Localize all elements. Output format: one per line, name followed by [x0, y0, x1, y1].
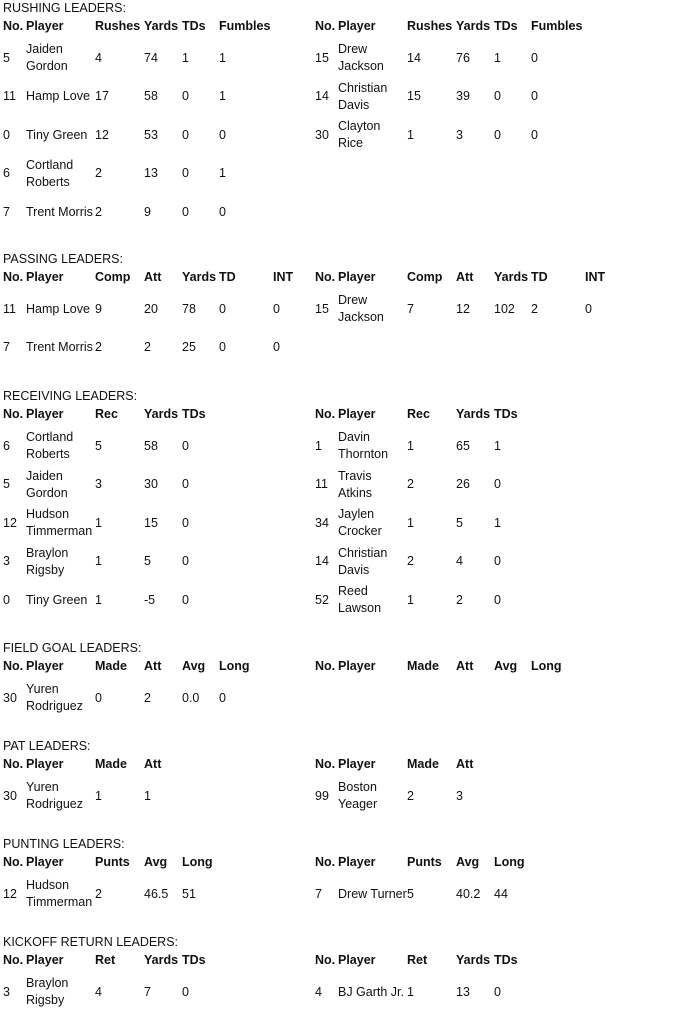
cell-no: 0 [3, 127, 10, 142]
cell-player: Hamp Love [26, 301, 90, 316]
cell-player: Hudson Timmerman [26, 878, 93, 909]
cell-player: Drew Jackson [338, 293, 384, 324]
cell-comp: 2 [95, 340, 102, 354]
column-header-yards: Yards [494, 270, 529, 284]
table-row [3, 39, 303, 77]
column-header-punts: Punts [407, 855, 442, 869]
column-header-player: Player [26, 407, 64, 421]
cell-no: 30 [3, 788, 17, 803]
cell-yards: 26 [456, 477, 470, 491]
cell-yards: 65 [456, 438, 470, 453]
cell-rushes: 14 [407, 50, 421, 65]
cell-no: 7 [315, 886, 322, 901]
cell-yards: 39 [456, 89, 470, 103]
column-header-rec: Rec [95, 407, 118, 421]
cell-yards: 30 [144, 477, 158, 491]
cell-avg: 40.2 [456, 886, 481, 901]
cell-rec: 3 [95, 477, 102, 491]
cell-int: 0 [273, 340, 280, 354]
cell-no: 6 [3, 438, 10, 453]
column-header-player: Player [26, 659, 64, 673]
table-row [3, 504, 303, 542]
cell-tds: 0 [494, 984, 501, 999]
column-header-no: No. [3, 659, 24, 673]
column-header-avg: Avg [182, 659, 206, 673]
column-header-att: Att [456, 270, 474, 284]
cell-player: Christian Davis [338, 545, 388, 577]
section-title: PAT LEADERS: [3, 739, 91, 753]
cell-yards: 15 [144, 515, 158, 530]
table-row [315, 504, 615, 542]
column-header-fumbles: Fumbles [531, 19, 583, 33]
table-row [315, 39, 615, 77]
column-header-no: No. [315, 855, 336, 869]
table-row [315, 543, 615, 581]
cell-avg: 46.5 [144, 886, 169, 901]
cell-rushes: 15 [407, 89, 421, 103]
cell-player: Jaiden Gordon [26, 42, 68, 73]
cell-yards: 58 [144, 438, 158, 453]
cell-no: 30 [315, 127, 329, 142]
cell-rushes: 2 [95, 204, 102, 219]
cell-rec: 1 [95, 515, 102, 530]
cell-no: 12 [3, 515, 17, 530]
section-title: RUSHING LEADERS: [3, 1, 126, 15]
cell-player: Trent Morris [26, 340, 93, 354]
cell-player: Clayton Rice [338, 119, 381, 150]
column-header-player: Player [26, 757, 64, 771]
cell-player: Hudson Timmerman [26, 507, 93, 538]
cell-tds: 0 [494, 89, 501, 103]
column-header-tds: TDs [494, 407, 518, 421]
column-header-long: Long [531, 659, 562, 673]
cell-rushes: 4 [95, 50, 102, 65]
column-header-ret: Ret [407, 953, 428, 967]
column-header-made: Made [95, 757, 127, 771]
cell-player: Jaiden Gordon [26, 468, 68, 500]
cell-yards: 3 [456, 127, 463, 142]
cell-tds: 0 [494, 477, 501, 491]
cell-ret: 4 [95, 984, 102, 999]
column-header-comp: Comp [407, 270, 443, 284]
cell-no: 15 [315, 50, 329, 65]
cell-fumbles: 0 [219, 204, 226, 219]
cell-td: 0 [219, 340, 226, 354]
column-header-player: Player [26, 953, 64, 967]
cell-no: 0 [3, 592, 10, 607]
cell-yards: 9 [144, 204, 151, 219]
cell-no: 34 [315, 515, 329, 530]
cell-made: 0 [95, 690, 102, 705]
column-header-player: Player [338, 659, 376, 673]
table-row [315, 875, 615, 913]
column-header-comp: Comp [95, 270, 131, 284]
cell-yards: 13 [456, 984, 470, 999]
cell-no: 7 [3, 204, 10, 219]
table-row [3, 875, 303, 913]
column-header-no: No. [315, 19, 336, 33]
cell-rec: 1 [95, 592, 102, 607]
cell-att: 1 [144, 788, 151, 803]
column-header-yards: Yards [182, 270, 217, 284]
cell-long: 51 [182, 886, 196, 901]
cell-rec: 2 [407, 477, 414, 491]
column-header-player: Player [26, 19, 64, 33]
cell-player: Braylon Rigsby [26, 976, 69, 1007]
column-header-no: No. [315, 659, 336, 673]
table-row [315, 581, 615, 619]
cell-tds: 0 [494, 127, 501, 142]
cell-made: 2 [407, 788, 414, 803]
column-header-avg: Avg [494, 659, 518, 673]
column-header-int: INT [585, 270, 606, 284]
column-header-att: Att [144, 757, 162, 771]
section-title: PUNTING LEADERS: [3, 837, 125, 851]
cell-no: 12 [3, 886, 17, 901]
cell-player: Drew Jackson [338, 42, 384, 73]
cell-no: 11 [315, 477, 328, 491]
cell-punts: 5 [407, 886, 414, 901]
cell-player: Tiny Green [26, 592, 88, 607]
table-row [3, 155, 303, 193]
column-header-punts: Punts [95, 855, 130, 869]
column-header-no: No. [315, 953, 336, 967]
column-header-avg: Avg [456, 855, 480, 869]
column-header-tds: TDs [182, 407, 206, 421]
cell-yards: 78 [182, 301, 196, 316]
table-row [3, 777, 303, 815]
cell-no: 4 [315, 984, 322, 999]
column-header-made: Made [95, 659, 127, 673]
column-header-att: Att [144, 659, 162, 673]
table-row [3, 193, 303, 231]
cell-long: 0 [219, 690, 226, 705]
cell-comp: 9 [95, 301, 102, 316]
column-header-att: Att [144, 270, 162, 284]
column-header-td: TD [531, 270, 548, 284]
cell-yards: 102 [494, 301, 515, 316]
cell-no: 14 [315, 554, 329, 568]
cell-tds: 0 [182, 127, 189, 142]
cell-tds: 1 [182, 50, 189, 65]
column-header-no: No. [3, 270, 24, 284]
column-header-int: INT [273, 270, 294, 284]
cell-tds: 0 [494, 554, 501, 568]
cell-rec: 1 [407, 515, 414, 530]
cell-player: Yuren Rodriguez [26, 682, 83, 713]
cell-rec: 2 [407, 554, 414, 568]
cell-tds: 0 [182, 554, 189, 568]
column-header-made: Made [407, 757, 439, 771]
column-header-td: TD [219, 270, 236, 284]
column-header-yards: Yards [456, 407, 491, 421]
cell-no: 11 [3, 301, 16, 316]
column-header-tds: TDs [182, 953, 206, 967]
cell-fumbles: 1 [219, 166, 226, 180]
column-header-no: No. [315, 757, 336, 771]
cell-player: Yuren Rodriguez [26, 780, 83, 811]
cell-yards: 7 [144, 984, 151, 999]
cell-comp: 7 [407, 301, 414, 316]
column-header-player: Player [338, 270, 376, 284]
column-header-att: Att [456, 757, 474, 771]
table-row [315, 973, 615, 1011]
table-row [315, 290, 615, 328]
cell-yards: 74 [144, 50, 158, 65]
cell-yards: 2 [456, 592, 463, 607]
cell-no: 5 [3, 477, 10, 491]
cell-rushes: 12 [95, 127, 109, 142]
table-row [3, 581, 303, 619]
cell-tds: 0 [182, 204, 189, 219]
column-header-made: Made [407, 659, 439, 673]
cell-made: 1 [95, 788, 102, 803]
cell-player: Cortland Roberts [26, 157, 74, 189]
cell-fumbles: 0 [531, 127, 538, 142]
table-row [3, 679, 303, 717]
cell-tds: 1 [494, 515, 501, 530]
cell-int: 0 [585, 301, 592, 316]
cell-no: 30 [3, 690, 17, 705]
table-row [3, 973, 303, 1011]
column-header-att: Att [456, 659, 474, 673]
cell-no: 99 [315, 788, 329, 803]
column-header-yards: Yards [144, 19, 179, 33]
column-header-fumbles: Fumbles [219, 19, 271, 33]
column-header-long: Long [494, 855, 525, 869]
column-header-no: No. [3, 19, 24, 33]
cell-long: 44 [494, 886, 508, 901]
cell-rec: 5 [95, 438, 102, 453]
cell-yards: 4 [456, 554, 463, 568]
cell-fumbles: 1 [219, 50, 226, 65]
table-row [315, 466, 615, 504]
cell-no: 3 [3, 984, 10, 999]
cell-yards: 25 [182, 340, 196, 354]
cell-rec: 1 [407, 438, 414, 453]
section-title: FIELD GOAL LEADERS: [3, 641, 142, 655]
column-header-ret: Ret [95, 953, 116, 967]
cell-avg: 0.0 [182, 690, 200, 705]
cell-td: 2 [531, 301, 538, 316]
column-header-yards: Yards [144, 407, 179, 421]
cell-player: Boston Yeager [338, 780, 378, 811]
cell-yards: 5 [456, 515, 463, 530]
cell-tds: 0 [182, 515, 189, 530]
cell-tds: 1 [494, 50, 501, 65]
cell-no: 15 [315, 301, 329, 316]
cell-player: Braylon Rigsby [26, 545, 69, 577]
cell-player: Jaylen Crocker [338, 507, 382, 538]
cell-fumbles: 0 [219, 127, 226, 142]
cell-player: Reed Lawson [338, 584, 382, 615]
column-header-player: Player [26, 270, 64, 284]
cell-tds: 0 [182, 166, 189, 180]
table-row [3, 543, 303, 581]
cell-no: 5 [3, 50, 10, 65]
cell-tds: 0 [182, 89, 189, 103]
cell-player: Tiny Green [26, 127, 88, 142]
cell-no: 52 [315, 592, 329, 607]
column-header-no: No. [315, 270, 336, 284]
column-header-avg: Avg [144, 855, 168, 869]
cell-tds: 0 [182, 438, 189, 453]
cell-att: 20 [144, 301, 158, 316]
table-row [315, 78, 615, 116]
column-header-player: Player [338, 19, 376, 33]
cell-att: 2 [144, 340, 151, 354]
cell-player: Christian Davis [338, 80, 388, 112]
cell-fumbles: 1 [219, 89, 226, 103]
cell-yards: 76 [456, 50, 470, 65]
cell-player: Cortland Roberts [26, 430, 74, 461]
cell-no: 7 [3, 340, 10, 354]
table-row [315, 427, 615, 465]
cell-rushes: 1 [407, 127, 414, 142]
cell-player: Trent Morris [26, 204, 93, 219]
column-header-player: Player [338, 757, 376, 771]
cell-player: Drew Turner [338, 886, 407, 901]
column-header-tds: TDs [494, 953, 518, 967]
cell-ret: 1 [407, 984, 414, 999]
cell-fumbles: 0 [531, 89, 538, 103]
column-header-no: No. [3, 953, 24, 967]
column-header-no: No. [3, 855, 24, 869]
cell-yards: 58 [144, 89, 158, 103]
cell-player: Travis Atkins [338, 468, 373, 500]
column-header-player: Player [338, 855, 376, 869]
table-row [3, 116, 303, 154]
table-row [3, 329, 303, 367]
cell-tds: 0 [182, 477, 189, 491]
cell-att: 3 [456, 788, 463, 803]
cell-tds: 0 [494, 592, 501, 607]
section-title: PASSING LEADERS: [3, 252, 123, 266]
cell-no: 14 [315, 89, 329, 103]
cell-yards: -5 [144, 592, 156, 607]
cell-no: 1 [315, 438, 322, 453]
column-header-rec: Rec [407, 407, 430, 421]
cell-yards: 5 [144, 554, 151, 568]
column-header-yards: Yards [456, 19, 491, 33]
table-row [3, 78, 303, 116]
section-title: RECEIVING LEADERS: [3, 389, 138, 403]
cell-rec: 1 [407, 592, 414, 607]
cell-att: 2 [144, 690, 151, 705]
section-title: KICKOFF RETURN LEADERS: [3, 935, 179, 949]
table-row [3, 427, 303, 465]
cell-tds: 0 [182, 984, 189, 999]
column-header-rushes: Rushes [407, 19, 453, 33]
cell-att: 12 [456, 301, 470, 316]
table-row [3, 466, 303, 504]
column-header-tds: TDs [494, 19, 518, 33]
column-header-no: No. [3, 407, 24, 421]
column-header-player: Player [338, 407, 376, 421]
table-row [315, 116, 615, 154]
column-header-player: Player [338, 953, 376, 967]
column-header-no: No. [3, 757, 24, 771]
column-header-no: No. [315, 407, 336, 421]
column-header-rushes: Rushes [95, 19, 141, 33]
cell-player: Hamp Love [26, 89, 90, 103]
cell-int: 0 [273, 301, 280, 316]
column-header-long: Long [182, 855, 213, 869]
cell-rushes: 17 [95, 89, 109, 103]
cell-yards: 53 [144, 127, 158, 142]
table-row [3, 290, 303, 328]
table-row [315, 777, 615, 815]
column-header-long: Long [219, 659, 250, 673]
column-header-player: Player [26, 855, 64, 869]
cell-tds: 0 [182, 592, 189, 607]
cell-yards: 13 [144, 166, 158, 180]
cell-no: 11 [3, 89, 16, 103]
cell-td: 0 [219, 301, 226, 316]
cell-no: 3 [3, 554, 10, 568]
cell-rec: 1 [95, 554, 102, 568]
cell-tds: 1 [494, 438, 501, 453]
column-header-yards: Yards [456, 953, 491, 967]
column-header-tds: TDs [182, 19, 206, 33]
cell-punts: 2 [95, 886, 102, 901]
cell-no: 6 [3, 166, 10, 180]
column-header-yards: Yards [144, 953, 179, 967]
cell-player: Davin Thornton [338, 430, 389, 461]
cell-fumbles: 0 [531, 50, 538, 65]
cell-player: BJ Garth Jr. [338, 984, 404, 999]
cell-rushes: 2 [95, 166, 102, 180]
